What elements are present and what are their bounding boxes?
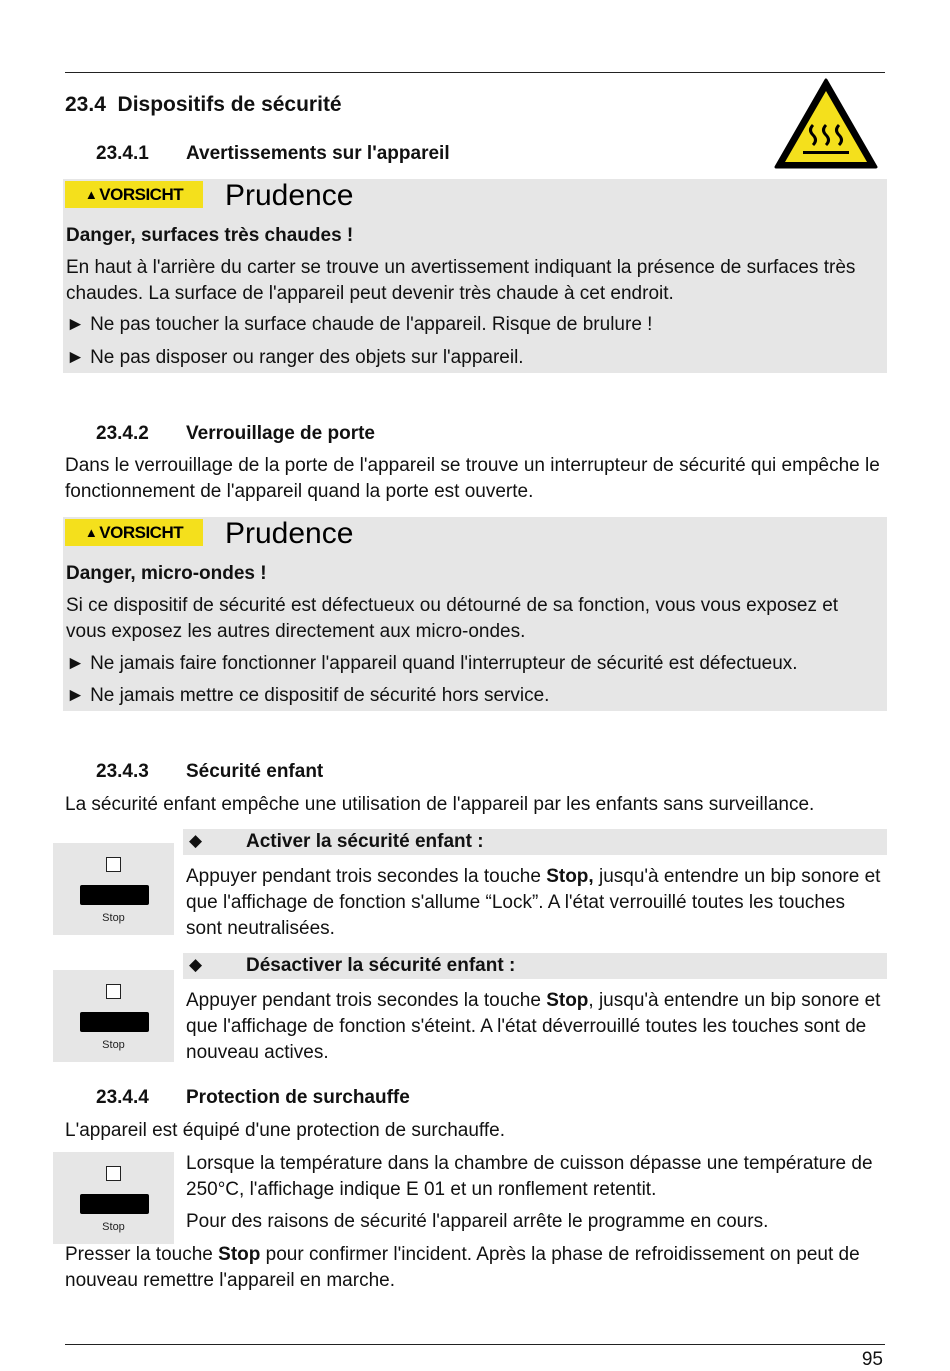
- subsection-number: 23.4.1: [96, 143, 149, 164]
- warning-triangle-icon: ▲: [84, 525, 98, 540]
- signal-word: Prudence: [225, 517, 354, 550]
- page-number: 95: [861, 1349, 883, 1370]
- overheat-final-text: Presser la touche Stop pour confirmer l'incident. Après la phase de refroidissement on peut de nouveau remettre l'appareil en marche.: [65, 1244, 860, 1291]
- stop-key-label: Stop: [102, 1221, 125, 1233]
- stop-key-label: Stop: [102, 912, 125, 924]
- warning-bullet-1: ► Ne pas toucher la surface chaude de l'appareil. Risque de brulure !: [66, 314, 653, 335]
- vorsicht-badge: [65, 181, 203, 208]
- stop-key-icon: [80, 885, 149, 905]
- section-number: 23.4: [65, 93, 106, 116]
- danger-title: Danger, micro-ondes !: [66, 563, 267, 584]
- stop-key-illustration: [53, 970, 174, 1062]
- subsection-heading-23-4-3: [96, 761, 596, 785]
- overheat-text-2: Pour des raisons de sécurité l'appareil arrête le programme en cours.: [186, 1211, 769, 1232]
- subsection-heading-23-4-2: [96, 423, 596, 447]
- subsection-title: Sécurité enfant: [186, 761, 324, 782]
- warning-box-microwaves: [63, 517, 887, 711]
- overheat-intro: L'appareil est équipé d'une protection de surchauffe.: [65, 1120, 505, 1141]
- diamond-icon: ◆: [189, 831, 203, 850]
- warning-triangle-icon: ▲: [84, 187, 98, 202]
- top-rule: [65, 72, 885, 73]
- warning-bullet-1: ► Ne jamais faire fonctionner l'appareil quand l'interrupteur de sécurité est défectueux.: [66, 653, 798, 674]
- subsection-heading-23-4-4: [96, 1087, 596, 1111]
- stop-key-icon: [80, 1194, 149, 1214]
- section-heading: [65, 93, 342, 117]
- warning-bullet-2: ► Ne pas disposer ou ranger des objets sur l'appareil.: [66, 347, 524, 368]
- indicator-square-icon: [106, 1166, 121, 1181]
- stop-key-label: Stop: [102, 1039, 125, 1051]
- subsection-title: Avertissements sur l'appareil: [186, 143, 450, 164]
- activate-heading-text: Activer la sécurité enfant :: [246, 831, 484, 852]
- subsection-heading-23-4-1: [96, 143, 596, 167]
- section-title: Dispositifs de sécurité: [117, 93, 342, 116]
- deactivate-child-lock-heading: [183, 953, 887, 979]
- diamond-icon: ◆: [189, 955, 203, 974]
- deactivate-heading-text: Désactiver la sécurité enfant :: [246, 955, 516, 976]
- subsection-title: Verrouillage de porte: [186, 423, 375, 444]
- overheat-text-1: Lorsque la température dans la chambre de cuisson dépasse une température de 250°C, l'affichage indique E 01 et un ronflement retentit.: [186, 1153, 873, 1200]
- door-lock-intro: Dans le verrouillage de la porte de l'appareil se trouve un interrupteur de sécurité qui empêche le fonctionnement de l'appareil quand la porte est ouverte.: [65, 455, 880, 502]
- vorsicht-badge: [65, 519, 203, 546]
- badge-label: VORSICHT: [99, 522, 184, 542]
- subsection-title: Protection de surchauffe: [186, 1087, 410, 1108]
- bottom-rule: [65, 1344, 885, 1345]
- stop-key-illustration: [53, 1152, 174, 1244]
- warning-bullet-2: ► Ne jamais mettre ce dispositif de sécurité hors service.: [66, 685, 550, 706]
- hot-surface-warning-icon: [773, 77, 879, 171]
- subsection-number: 23.4.3: [96, 761, 149, 782]
- activate-instructions: Appuyer pendant trois secondes la touche Stop, jusqu'à entendre un bip sonore et que l'affichage de fonction s'allume “Lock”. A l'état verrouillé toutes les touches sont neutralisées.: [186, 866, 881, 939]
- danger-title: Danger, surfaces très chaudes !: [66, 225, 354, 246]
- deactivate-instructions: Appuyer pendant trois secondes la touche Stop, jusqu'à entendre un bip sonore et que l'affichage de fonction s'éteint. A l'état déverrouillé toutes les touches sont de nouveau actives.: [186, 990, 881, 1063]
- indicator-square-icon: [106, 857, 121, 872]
- warning-text: Si ce dispositif de sécurité est défectueux ou détourné de sa fonction, vous vous exposez et vous exposez les autres directement aux micro-ondes.: [66, 595, 839, 642]
- child-lock-intro: La sécurité enfant empêche une utilisation de l'appareil par les enfants sans surveillance.: [65, 794, 815, 815]
- indicator-square-icon: [106, 984, 121, 999]
- stop-key-icon: [80, 1012, 149, 1032]
- stop-key-illustration: [53, 843, 174, 935]
- signal-word: Prudence: [225, 179, 354, 212]
- subsection-number: 23.4.4: [96, 1087, 149, 1108]
- activate-child-lock-heading: [183, 829, 887, 855]
- warning-text: En haut à l'arrière du carter se trouve un avertissement indiquant la présence de surfaces très chaudes. La surface de l'appareil peut devenir très chaude à cet endroit.: [66, 257, 856, 304]
- badge-label: VORSICHT: [99, 184, 184, 204]
- subsection-number: 23.4.2: [96, 423, 149, 444]
- warning-box-hot-surfaces: [63, 179, 887, 373]
